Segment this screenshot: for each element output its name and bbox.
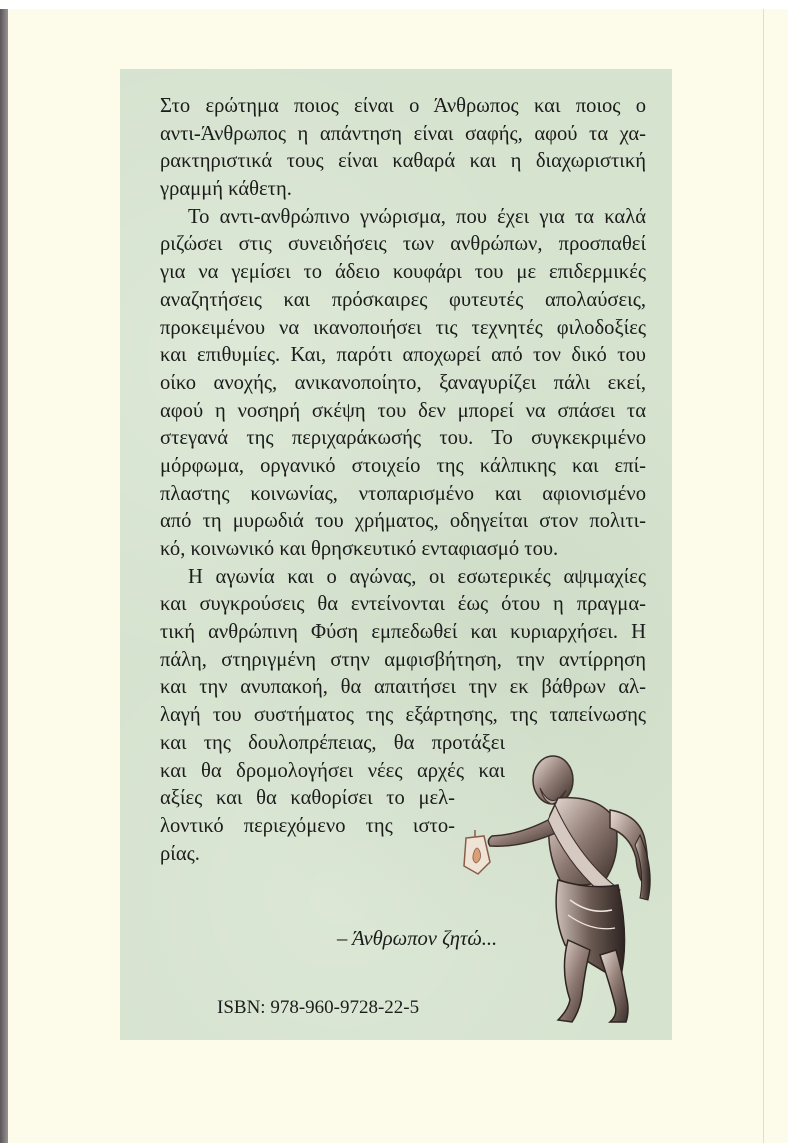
blurb-line: από τη μυρωδιά του χρήματος, οδηγείται στον πολιτι-: [160, 510, 646, 533]
blurb-line: και επιθυμίες. Και, παρότι αποχωρεί από τον δικό του: [160, 344, 646, 367]
blurb-line: κό, κοινωνικό και θρησκευτικό ενταφιασμό του.: [160, 538, 559, 560]
blurb-line: πάλη, στηριγμένη στην αμφισβήτηση, την αντίρρηση: [160, 648, 646, 671]
blurb-line: λαγή του συστήματος της εξάρτησης, της ταπείνωσης: [160, 704, 646, 727]
blurb-line: προκειμένου να ικανοποιήσει τις τεχνητές φιλοδοξίες: [160, 316, 646, 339]
blurb-line: και της δουλοπρέπειας, θα προτάξει: [160, 731, 505, 754]
blurb-line: γραμμή κάθετη.: [160, 178, 292, 201]
isbn-label: ISBN: 978-960-9728-22-5: [217, 997, 420, 1018]
blurb-line: ριζώσει στις συνειδήσεις των ανθρώπων, προσπαθεί: [160, 233, 646, 256]
blurb-line: λοντικό περιεχόμενο της ιστο-: [160, 814, 455, 837]
blurb-line: Η αγωνία και ο αγώνας, οι εσωτερικές αψιμαχίες: [188, 565, 646, 588]
blurb-line: και θα δρομολογήσει νέες αρχές και: [160, 759, 505, 782]
blurb-line: ρίας.: [160, 842, 200, 865]
blurb-line: οίκο ανοχής, ανικανοποίητο, ξαναγυρίζει πάλι εκεί,: [160, 371, 646, 394]
blurb-line: αντι-Άνθρωπος η απάντηση είναι σαφής, αφού τα χα-: [160, 122, 646, 145]
blurb-line: για να γεμίσει το άδειο κουφάρι του με επιδερμικές: [160, 261, 646, 284]
blurb-line: αξίες και θα καθορίσει το μελ-: [160, 787, 455, 810]
blurb-line: Το αντι-ανθρώπινο γνώρισμα, που έχει για τα καλά: [188, 205, 646, 228]
blurb-line: ρακτηριστικά τους είναι καθαρά και η διαχωριστική: [160, 150, 646, 173]
cover-fold-line: [763, 9, 764, 1143]
blurb-line: και συγκρούσεις θα εντείνονται έως ότου η πραγμα-: [160, 593, 646, 616]
spine-shadow: [0, 9, 8, 1143]
blurb-line: αφού η νοσηρή σκέψη του δεν μπορεί να σπάσει τα: [160, 399, 646, 422]
blurb-line: στεγανά της περιχαράκωσής του. Το συγκεκριμένο: [160, 427, 646, 450]
blurb-line: πλαστης κοινωνίας, ντοπαρισμένο και αφιονισμένο: [160, 482, 646, 505]
diogenes-with-lantern-icon: [440, 740, 670, 1030]
blurb-line: τική ανθρώπινη Φύση εμπεδωθεί και κυριαρχήσει. Η: [160, 621, 646, 644]
signature-quote: – Άνθρωπον ζητώ...: [337, 928, 498, 950]
blurb-line: μόρφωμα, οργανικό στοιχείο της κάλπικης και επί-: [160, 454, 646, 477]
blurb-line: αναζητήσεις και πρόσκαιρες φυτευτές απολαύσεις,: [160, 288, 646, 311]
blurb-line: Στο ερώτημα ποιος είναι ο Άνθρωπος και ποιος ο: [160, 95, 646, 117]
blurb-line: και την ανυπακοή, θα απαιτήσει την εκ βάθρων αλ-: [160, 676, 646, 699]
